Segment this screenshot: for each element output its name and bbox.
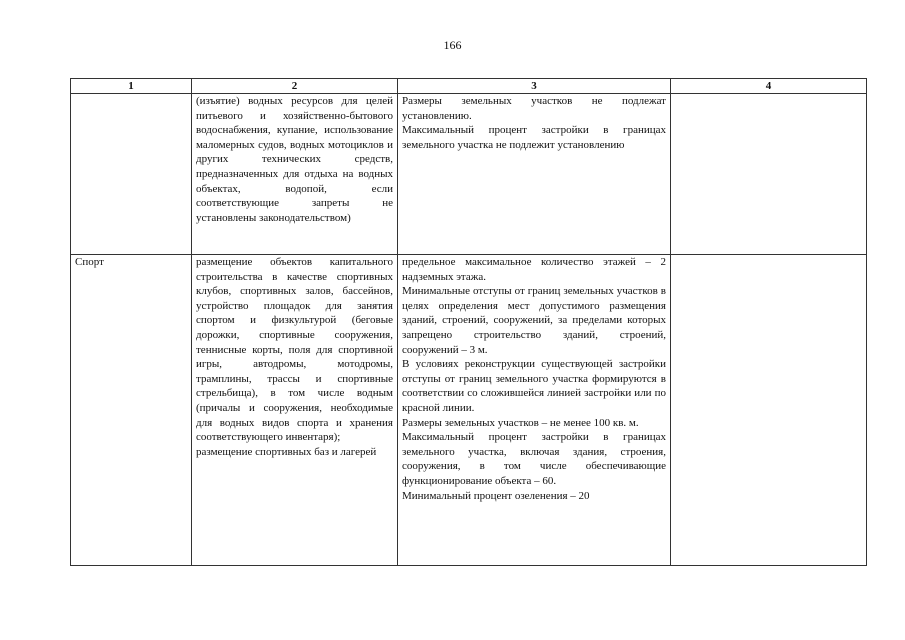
header-col-3: 3 — [398, 79, 671, 94]
cell-use-name — [71, 94, 192, 255]
cell-parameters — [398, 255, 671, 566]
description-paragraph: (изъятие) водных ресурсов для целей питьевого и хозяйственно-бытового водоснабжения, купание, использование маломерных судов, водных мотоциклов и других технических средств, предназначенных для отдыха на водных объектах, водопой, если соответствующие запреты не установлены законодательством) — [196, 95, 393, 224]
table-row — [71, 94, 867, 255]
cell-parameters — [398, 94, 671, 255]
parameter-paragraph: Размеры земельных участков не подлежат установлению. — [402, 95, 666, 122]
header-col-4: 4 — [671, 79, 867, 94]
parameter-paragraph: Минимальные отступы от границ земельных участков в целях определения мест допустимого размещения зданий, строений, сооружений, за пределами которых запрещено строительство зданий, строений, сооружений – 3 м. — [402, 285, 666, 356]
parameter-paragraph: Размеры земельных участков – не менее 100 кв. м. — [402, 416, 639, 429]
cell-use-description — [192, 255, 398, 566]
parameter-paragraph: предельное максимальное количество этажей – 2 надземных этажа. — [402, 256, 666, 283]
cell-notes — [671, 255, 867, 566]
parameter-paragraph: Максимальный процент застройки в границах земельного участка, включая здания, строения, сооружения, в том числе обеспечивающие функционирование объекта – 60. — [402, 431, 666, 487]
header-col-1: 1 — [71, 79, 192, 94]
parameter-paragraph: В условиях реконструкции существующей застройки отступы от границ земельного участка формируются в соответствии со сложившейся линией застройки или по красной линии. — [402, 358, 666, 414]
use-name-text: Спорт — [75, 256, 104, 268]
description-paragraph: размещение объектов капитального строительства в качестве спортивных клубов, спортивных залов, бассейнов, устройство площадок для занятия спортом и физкультурой (беговые дорожки, спортивные сооружения, теннисные корты, поля для спортивной игры, автодромы, мотодромы, трамплины, трассы и спортивные стрельбища), в том числе водным (причалы и сооружения, необходимые для водных видов спорта и хранения соответствующего инвентаря); — [196, 256, 393, 444]
parameter-paragraph: Минимальный процент озеленения – 20 — [402, 489, 590, 502]
description-paragraph: размещение спортивных баз и лагерей — [196, 445, 377, 458]
cell-use-description — [192, 94, 398, 255]
header-col-2: 2 — [192, 79, 398, 94]
parameter-paragraph: Максимальный процент застройки в границах земельного участка не подлежит установлению — [402, 124, 666, 151]
cell-use-name — [71, 255, 192, 566]
table-header — [71, 79, 867, 94]
zoning-regulations-table — [70, 78, 867, 566]
cell-notes — [671, 94, 867, 255]
table-row — [71, 255, 867, 566]
page-number: 166 — [443, 38, 462, 52]
